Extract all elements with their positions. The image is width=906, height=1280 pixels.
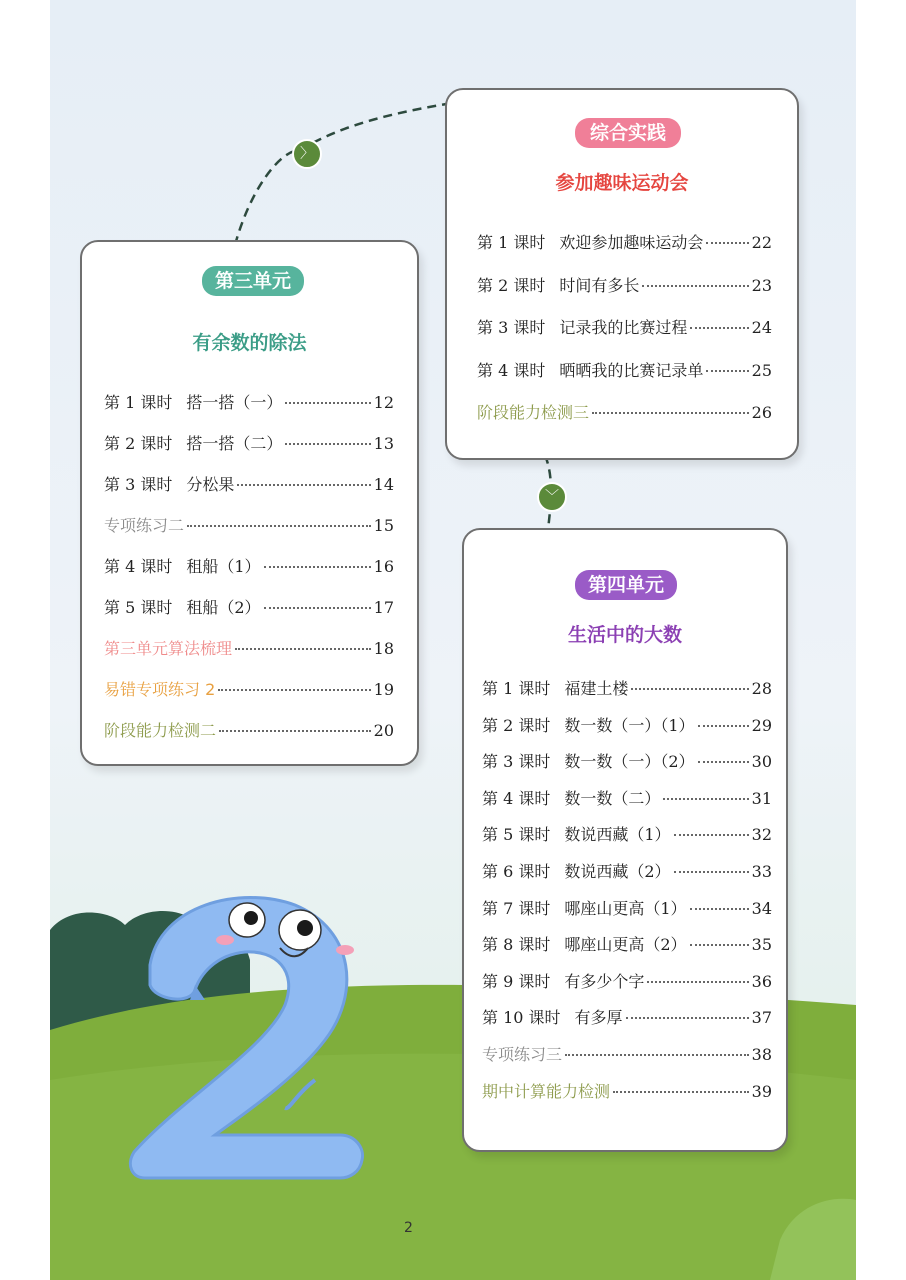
dot-leader	[285, 402, 370, 404]
dot-leader	[235, 648, 371, 650]
toc-row	[482, 969, 772, 992]
page-ref: 39	[751, 1081, 772, 1101]
page-ref: 19	[373, 680, 394, 699]
practice-card	[445, 88, 799, 460]
page-number: 2	[404, 1220, 413, 1236]
toc-row	[477, 315, 772, 338]
dot-leader	[592, 412, 749, 414]
lesson-label: 第 2 课时	[477, 275, 546, 295]
dot-leader	[237, 484, 370, 486]
toc-row	[104, 472, 394, 495]
toc-row	[482, 713, 772, 736]
lesson-title: 有多少个字	[564, 971, 645, 991]
page-ref: 22	[751, 233, 772, 252]
page-ref: 13	[373, 434, 394, 453]
dot-leader	[698, 761, 749, 763]
page-ref: 20	[373, 721, 394, 740]
toc-row	[482, 1005, 772, 1028]
lesson-title: 数一数（一）（2）	[564, 752, 695, 772]
dot-leader	[674, 871, 749, 873]
dot-leader	[285, 443, 370, 445]
dot-leader	[706, 242, 748, 244]
lesson-label: 第 9 课时	[482, 971, 551, 991]
dot-leader	[690, 327, 748, 329]
lesson-title: 数说西藏（2）	[564, 862, 671, 881]
toc-row	[104, 677, 394, 700]
lesson-label: 第 4 课时	[104, 557, 173, 576]
lesson-title: 哪座山更高（2）	[564, 935, 687, 955]
page-ref: 36	[751, 971, 772, 991]
dot-leader	[663, 798, 748, 800]
lesson-title: 数一数（二）	[564, 788, 661, 808]
lesson-label: 第 1 课时	[482, 679, 551, 698]
toc-row	[482, 749, 772, 772]
toc-row	[482, 1079, 772, 1102]
toc-row	[104, 513, 394, 536]
lesson-title: 记录我的比赛过程	[559, 318, 688, 337]
toc-row	[477, 273, 772, 296]
lesson-label: 第 2 课时	[482, 715, 551, 735]
page-ref: 18	[373, 639, 394, 658]
dot-leader	[187, 525, 371, 527]
lesson-title: 专项练习三	[482, 1045, 563, 1064]
page-ref: 15	[373, 516, 394, 535]
page-ref: 37	[751, 1008, 772, 1028]
page-ref: 26	[751, 403, 772, 422]
page-ref: 34	[751, 898, 772, 918]
dot-leader	[706, 370, 748, 372]
toc-row	[104, 595, 394, 618]
lesson-title: 晒晒我的比赛记录单	[559, 360, 704, 380]
dot-leader	[264, 566, 371, 568]
toc-row	[104, 431, 394, 454]
toc-row	[482, 786, 772, 809]
dot-leader	[565, 1054, 749, 1056]
lesson-title: 阶段能力检测三	[477, 403, 590, 422]
dot-leader	[264, 607, 371, 609]
toc-row	[482, 896, 772, 919]
toc-row	[482, 859, 772, 882]
dot-leader	[219, 730, 371, 732]
toc-row	[104, 636, 394, 659]
dot-leader	[698, 725, 749, 727]
page-ref: 23	[751, 275, 772, 295]
toc-row	[104, 390, 394, 413]
unit3-badge: 第三单元	[202, 266, 304, 296]
page-ref: 24	[751, 318, 772, 337]
lesson-title: 专项练习二	[104, 516, 185, 535]
dot-leader	[674, 834, 749, 836]
lesson-title: 数说西藏（1）	[564, 825, 671, 845]
lesson-label: 第 4 课时	[482, 788, 551, 808]
dot-leader	[631, 688, 748, 690]
toc-row	[104, 554, 394, 577]
dashed-path-top	[235, 100, 470, 245]
lesson-title: 租船（1）	[186, 557, 261, 576]
lesson-title: 欢迎参加趣味运动会	[559, 233, 704, 252]
dot-leader	[690, 944, 749, 946]
lesson-label: 第 5 课时	[482, 825, 551, 845]
page-ref: 12	[373, 393, 394, 412]
lesson-label: 第 5 课时	[104, 598, 173, 617]
page-ref: 25	[751, 360, 772, 380]
dot-leader	[647, 981, 748, 983]
lesson-title: 第三单元算法梳理	[104, 639, 233, 658]
lesson-title: 阶段能力检测二	[104, 721, 217, 740]
lesson-title: 哪座山更高（1）	[564, 898, 687, 918]
lesson-label: 第 2 课时	[104, 434, 173, 453]
lesson-label: 第 6 课时	[482, 862, 551, 881]
chevron-down-icon: ﹀	[537, 482, 567, 512]
page-ref: 35	[751, 935, 772, 955]
unit4-card	[462, 528, 788, 1152]
lesson-label: 第 4 课时	[477, 360, 546, 380]
lesson-label: 第 8 课时	[482, 935, 551, 955]
toc-row	[477, 230, 772, 253]
page-ref: 32	[751, 825, 772, 845]
toc-row	[482, 932, 772, 955]
page-ref: 29	[751, 715, 772, 735]
unit4-title: 生活中的大数	[567, 624, 682, 646]
toc-row	[477, 400, 772, 423]
lesson-title: 搭一搭（二）	[186, 434, 283, 453]
lesson-title: 数一数（一）（1）	[564, 715, 695, 735]
page-ref: 33	[751, 862, 772, 881]
lesson-label: 第 1 课时	[477, 233, 546, 252]
practice-title: 参加趣味运动会	[555, 172, 689, 194]
lesson-title: 搭一搭（一）	[186, 393, 283, 412]
dot-leader	[218, 689, 370, 691]
unit3-card	[80, 240, 419, 766]
chevron-right-icon: 〉	[292, 139, 322, 169]
toc-row	[482, 822, 772, 845]
dot-leader	[642, 285, 748, 287]
page-ref: 38	[751, 1045, 772, 1064]
page-ref: 30	[751, 752, 772, 772]
page-ref: 17	[373, 598, 394, 617]
lesson-label: 第 10 课时	[482, 1008, 561, 1028]
page-ref: 28	[751, 679, 772, 698]
dot-leader	[690, 908, 749, 910]
page-ref: 16	[373, 557, 394, 576]
toc-row	[482, 1042, 772, 1065]
lesson-title: 租船（2）	[186, 598, 261, 617]
lesson-title: 期中计算能力检测	[482, 1081, 611, 1101]
unit4-badge: 第四单元	[575, 570, 677, 600]
lesson-label: 第 3 课时	[477, 318, 546, 337]
textbook-page	[50, 0, 856, 1280]
toc-row	[477, 358, 772, 381]
unit3-title: 有余数的除法	[192, 332, 307, 354]
lesson-title: 福建土楼	[564, 679, 629, 698]
lesson-label: 第 3 课时	[482, 752, 551, 772]
dot-leader	[626, 1017, 749, 1019]
toc-row	[104, 718, 394, 741]
lesson-label: 第 7 课时	[482, 898, 551, 918]
page-ref: 14	[373, 475, 394, 494]
lesson-label: 第 3 课时	[104, 475, 173, 494]
dot-leader	[613, 1091, 749, 1093]
lesson-label: 第 1 课时	[104, 393, 173, 412]
lesson-title: 分松果	[186, 475, 235, 494]
toc-row	[482, 676, 772, 699]
lesson-title: 有多厚	[574, 1008, 623, 1028]
lesson-title: 时间有多长	[559, 275, 640, 295]
practice-badge: 综合实践	[575, 118, 681, 148]
lesson-title: 易错专项练习 2	[104, 680, 216, 699]
page-ref: 31	[751, 788, 772, 808]
